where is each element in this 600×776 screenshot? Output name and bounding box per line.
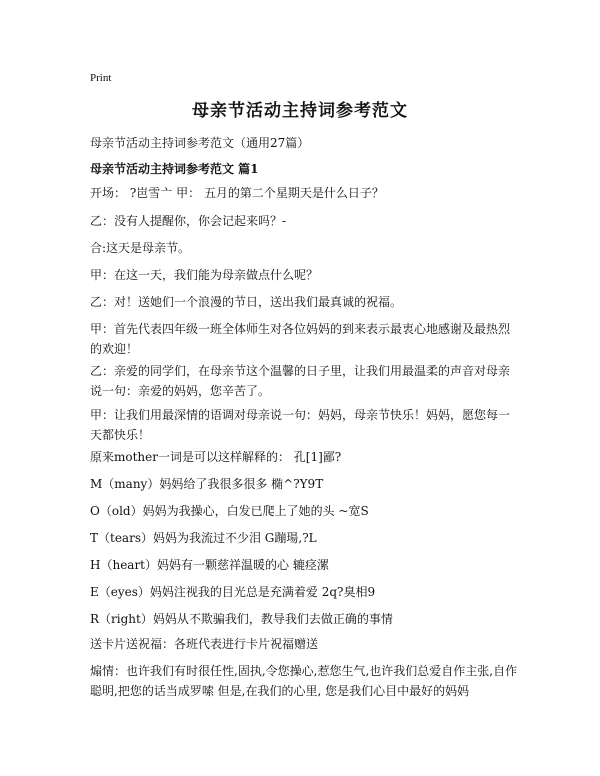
paragraph: E（eyes）妈妈注视我的目光总是充满着爱 2q?臭相9 bbox=[90, 585, 376, 599]
paragraph: 甲：首先代表四年级一班全体师生对各位妈妈的到来表示最衷心地感谢及最热烈的欢迎！ bbox=[90, 322, 511, 356]
paragraph: R（right）妈妈从不欺骗我们，教导我们去做正确的事情 bbox=[90, 612, 393, 626]
paragraph: T（tears）妈妈为我流过不少泪 G蹦瑒,?L bbox=[90, 531, 317, 545]
print-label: Print bbox=[90, 72, 112, 84]
paragraph: M（many）妈妈给了我很多很多 椭^?Y9T bbox=[90, 477, 324, 491]
paragraph: 甲：在这一天，我们能为母亲做点什么呢？ bbox=[90, 268, 319, 282]
paragraph: 合:这天是母亲节。 bbox=[90, 241, 191, 255]
paragraph: 原来mother一词是可以这样解释的： 孔[1]鄙? bbox=[90, 450, 342, 464]
document-title: 母亲节活动主持词参考范文 bbox=[192, 101, 408, 121]
paragraph: 开场： ?岜雪亠 甲： 五月的第二个星期天是什么日子？ bbox=[90, 186, 384, 200]
paragraph: 甲：让我们用最深情的语调对母亲说一句：妈妈，母亲节快乐！妈妈，愿您每一天都快乐！ bbox=[90, 408, 511, 442]
paragraph: 乙：对！送她们一个浪漫的节日，送出我们最真诚的祝福。 bbox=[90, 295, 403, 309]
paragraph: H（heart）妈妈有一颗慈祥温暖的心 辘痉漯 bbox=[90, 558, 329, 572]
paragraph: 乙：亲爱的同学们，在母亲节这个温馨的日子里，让我们用最温柔的声音对母亲说一句：亲爱的妈妈，您辛苦了。 bbox=[90, 364, 511, 398]
paragraph: O（old）妈妈为我操心，白发已爬上了她的头 ~宽S bbox=[90, 504, 369, 518]
paragraph: 送卡片送祝福：各班代表进行卡片祝福赠送 bbox=[90, 637, 319, 651]
paragraph: 乙：没有人提醒你，你会记起来吗？- bbox=[90, 214, 287, 228]
document-subtitle: 母亲节活动主持词参考范文（通用27篇） bbox=[90, 136, 310, 150]
paragraph: 煽情：也许我们有时很任性,固执,令您操心,惹您生气,也许我们总爱自作主张,自作聪明,把您的话当成罗嗦 但是,在我们的心里, 您是我们心目中最好的妈妈 bbox=[90, 664, 518, 698]
section-heading: 母亲节活动主持词参考范文 篇1 bbox=[90, 162, 259, 176]
